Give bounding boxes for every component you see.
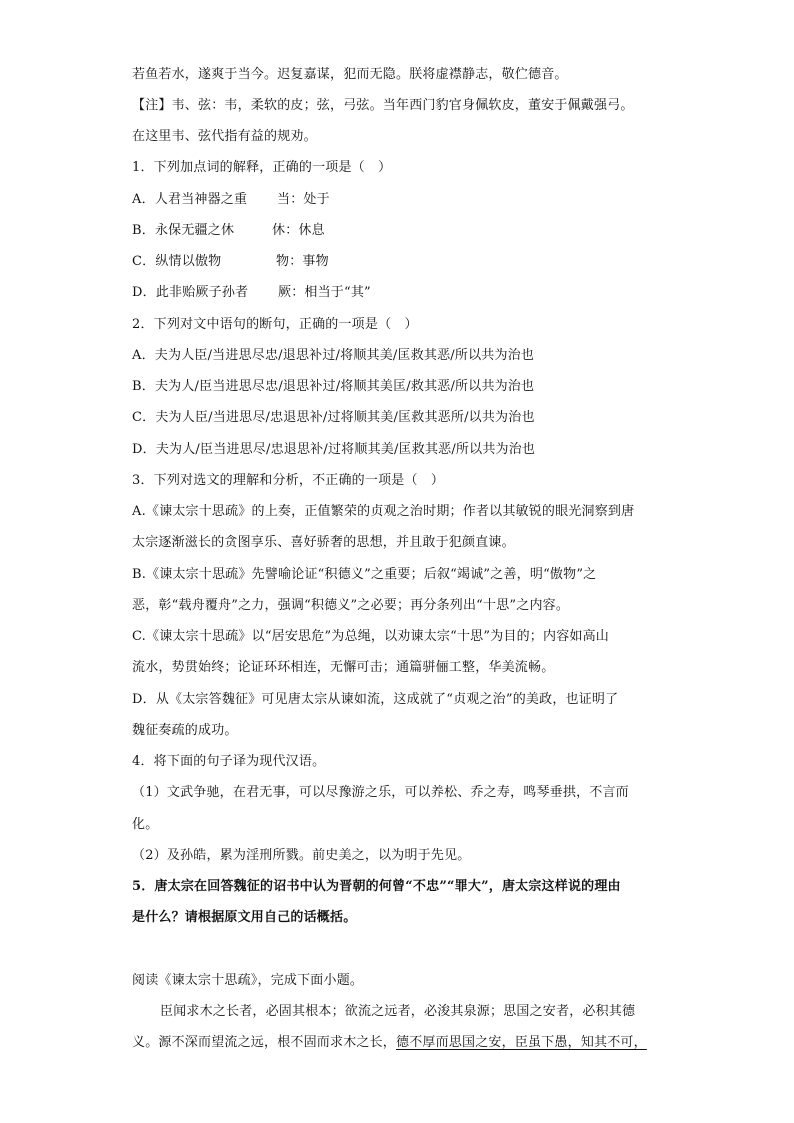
- question-3-option-b-cont: 恶，彰“载舟覆舟”之力，强调“积德义”之必要；再分条列出“十思”之内容。: [132, 598, 570, 613]
- passage-text: 义。源不深而望流之远，根不固而求木之长，: [132, 1035, 397, 1050]
- option-explanation: 当：处于: [277, 192, 330, 207]
- question-3-option-a-cont: 太宗逐渐滋长的贪图享乐、喜好骄奢的思想，并且敢于犯颜直谏。: [132, 535, 515, 550]
- question-4-item-1: （1）文武争驰，在君无事，可以尽豫游之乐，可以养松、乔之寿，鸣琴垂拱，不言而: [132, 785, 629, 800]
- option-explanation: 休：休息: [272, 223, 325, 238]
- note-line: 【注】韦、弦：韦，柔软的皮；弦，弓弦。当年西门豹官身佩软皮，董安于佩戴强弓。: [132, 98, 634, 113]
- passage-paragraph-line: 臣闻求木之长者，必固其根本；欲流之远者，必浚其泉源；思国之安者，必积其德: [160, 1004, 636, 1019]
- question-1-option-a: [132, 191, 330, 209]
- question-2-stem: 2．下列对文中语句的断句，正确的一项是（ ）: [132, 317, 418, 332]
- option-explanation: 物：事物: [276, 254, 329, 269]
- option-text: D．此非贻厥子孙者: [132, 285, 249, 300]
- passage-paragraph-line: [132, 1034, 647, 1052]
- reading-instruction: 阅读《谏太宗十思疏》，完成下面小题。: [132, 973, 364, 988]
- underlined-passage-text: 德不厚而思国之安，臣虽下愚，知其不可，: [396, 1035, 647, 1050]
- question-3-option-d-cont: 魏征奏疏的成功。: [132, 723, 238, 738]
- question-4-item-1-cont: 化。: [132, 817, 159, 832]
- question-3-option-c-cont: 流水，势贯始终；论证环环相连，无懈可击；通篇骈俪工整，华美流畅。: [132, 660, 555, 675]
- question-3-option-a: A.《谏太宗十思疏》的上奏，正值繁荣的贞观之治时期；作者以其敏锐的眼光洞察到唐: [132, 504, 635, 519]
- question-2-option-c: C．夫为人臣/当进思尽/忠退思补/过将顺其美/匡救其恶所/以共为治也: [132, 410, 535, 425]
- option-text: C．纵情以傲物: [132, 254, 222, 269]
- question-4-stem: 4．将下面的句子译为现代汉语。: [132, 754, 326, 769]
- question-1-stem: 1．下列加点词的解释，正确的一项是（ ）: [132, 160, 392, 175]
- option-text: A．人君当神器之重: [132, 192, 248, 207]
- option-text: B．永保无疆之休: [132, 223, 235, 238]
- question-5-stem-cont: 是什么？请根据原文用自己的话概括。: [132, 910, 357, 925]
- question-2-option-b: B．夫为人/臣当进思尽忠/退思补过/将顺其美匡/救其恶/所以共为治也: [132, 379, 535, 394]
- question-2-option-a: A．夫为人臣/当进思尽忠/退思补过/将顺其美/匡救其恶/所以共为治也: [132, 348, 535, 363]
- option-explanation: 厥：相当于“其”: [278, 285, 371, 300]
- question-2-option-d: D．夫为人/臣当进思尽/忠退思补/过将顺其美/匡救其恶/所以共为治也: [132, 442, 536, 457]
- question-1-option-c: [132, 253, 329, 271]
- passage-line: 若鱼若水，遂爽于当今。迟复嘉谋，犯而无隐。朕将虚襟静志，敬伫德音。: [132, 67, 568, 82]
- question-1-option-b: [132, 222, 325, 240]
- question-3-option-c: C.《谏太宗十思疏》以“居安思危”为总绳，以劝谏太宗“十思”为目的；内容如高山: [132, 629, 610, 644]
- question-3-option-b: B.《谏太宗十思疏》先譬喻论证“积德义”之重要；后叙“竭诚”之善，明“傲物”之: [132, 567, 597, 582]
- question-4-item-2: （2）及孙皓，累为淫刑所戮。前史美之，以为明于先见。: [132, 848, 471, 863]
- question-1-option-d: [132, 284, 371, 302]
- question-3-option-d: D．从《太宗答魏征》可见唐太宗从谏如流，这成就了“贞观之治”的美政，也证明了: [132, 692, 619, 707]
- question-3-stem: 3．下列对选文的理解和分析，不正确的一项是（ ）: [132, 473, 445, 488]
- note-line: 在这里韦、弦代指有益的规劝。: [132, 129, 317, 144]
- question-5-stem: 5．唐太宗在回答魏征的诏书中认为晋朝的何曾“不忠”“罪大”，唐太宗这样说的理由: [132, 879, 621, 894]
